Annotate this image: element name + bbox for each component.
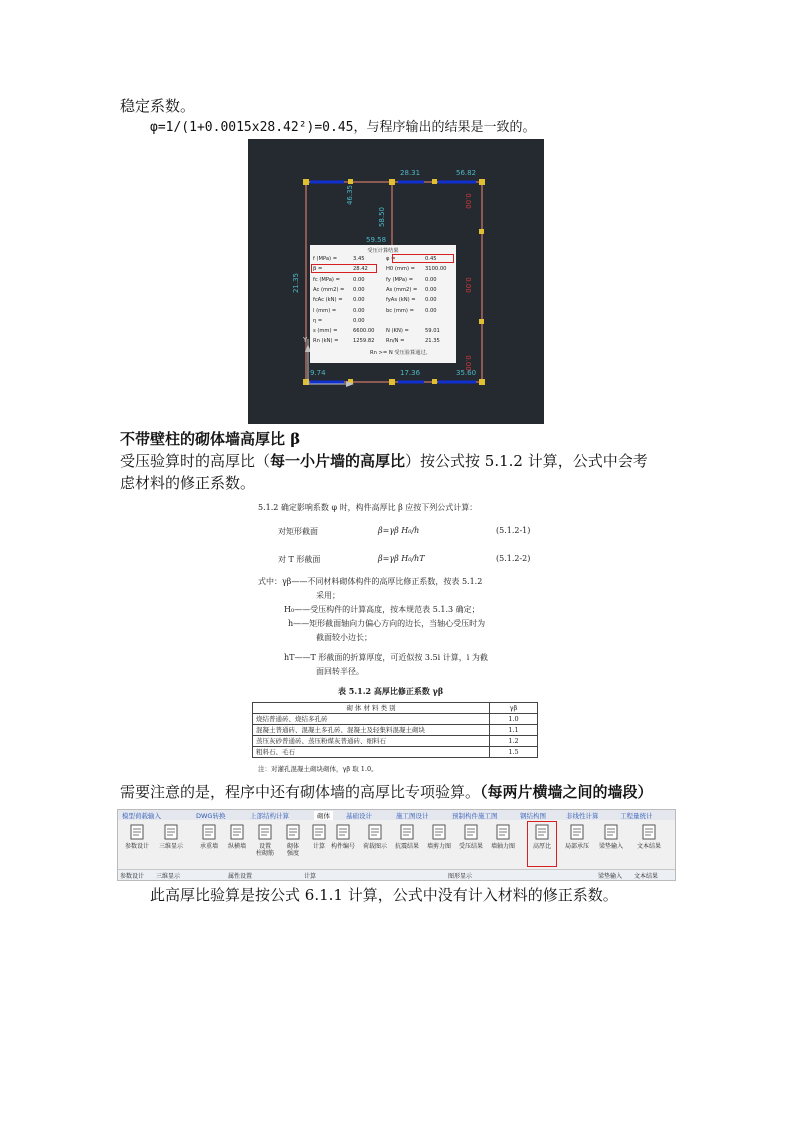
popup-value: 0.00: [353, 297, 365, 304]
ribbon-button-icon: [367, 824, 383, 840]
ribbon-button-label: 荷载图示: [362, 843, 387, 850]
table-note: 注：对灌孔混凝土砌块砌体，γβ 取 1.0。: [258, 765, 378, 773]
popup-value: 28.42: [353, 266, 368, 273]
ribbon-button[interactable]: [390, 822, 424, 866]
material-cell: 粗料石、毛石: [253, 747, 490, 758]
ribbon-button-label: 设置 柱砌筋: [255, 843, 274, 857]
axis-y-label: Y: [303, 336, 308, 344]
popup-value: 0.00: [425, 286, 437, 293]
ribbon-button-icon: [311, 824, 327, 840]
correction-table: [252, 702, 538, 758]
ribbon-button-icon: [229, 824, 245, 840]
popup-row: [313, 317, 455, 325]
popup-row: [313, 327, 455, 335]
code-excerpt-image: [248, 494, 544, 778]
ribbon-button-icon: [335, 824, 351, 840]
formula: β=γβ H₀/h: [378, 526, 420, 535]
definition: 截面较小边长；: [316, 633, 372, 642]
ribbon-groups: [118, 869, 675, 880]
ribbon-button[interactable]: [326, 822, 360, 866]
popup-label: φ =: [386, 256, 396, 262]
text-span-bold: （每两片横墙之间的墙段）: [480, 783, 653, 801]
popup-label: fc (MPa) =: [313, 276, 340, 283]
popup-row: [313, 337, 455, 345]
ribbon-tab[interactable]: 砌体: [314, 811, 333, 820]
popup-value: 59.01: [425, 328, 440, 335]
ribbon-button-icon: [129, 824, 145, 840]
ribbon-button-icon: [463, 824, 479, 840]
definition: H₀——受压构件的计算高度，按本规范表 5.1.3 确定；: [284, 605, 480, 614]
ribbon-tab[interactable]: 基础设计: [346, 812, 372, 820]
ribbon-button-label: 墙轴力图: [490, 843, 515, 850]
ribbon-button-label: 抗震结果: [394, 843, 419, 850]
dim-label: 21.35: [292, 272, 301, 294]
popup-label: f (MPa) =: [313, 256, 338, 262]
ribbon-button-label: 墙剪力图: [426, 843, 451, 850]
popup-row: [313, 296, 455, 304]
ribbon-button-icon: [534, 824, 550, 840]
dim-label: 0.00: [463, 193, 472, 209]
popup-value: 1259.82: [353, 338, 375, 345]
popup-label: fyAs (kN) =: [386, 297, 416, 304]
note-line: [120, 781, 653, 803]
definition: 采用；: [316, 591, 340, 600]
table-row: [253, 736, 538, 747]
ribbon-button-label: 高厚比: [532, 843, 551, 850]
dim-label: 56.82: [456, 169, 477, 177]
ribbon-button-icon: [495, 824, 511, 840]
ribbon-button-icon: [603, 824, 619, 840]
popup-footer: Rn >= N 受压验算通过。: [370, 350, 431, 356]
ribbon-button[interactable]: [154, 822, 188, 866]
popup-row: [313, 307, 455, 315]
popup-label: η =: [313, 317, 323, 324]
table-row: [253, 747, 538, 758]
ribbon-button-icon: [431, 824, 447, 840]
popup-label: fcAc (kN) =: [313, 297, 343, 304]
ribbon-button-label: 纵横墙: [227, 843, 246, 850]
popup-label: H0 (mm) =: [386, 266, 415, 273]
material-cell: 混凝土普通砖、混凝土多孔砖、混凝土及轻集料混凝土砌块: [253, 725, 490, 736]
calc-result-popup: [310, 245, 456, 363]
highlight-phi: [392, 254, 454, 263]
popup-label: s (mm) =: [313, 328, 338, 335]
ribbon-tab[interactable]: 预制构件施工图: [452, 812, 498, 820]
ribbon-tabs: [118, 810, 675, 820]
popup-value: 0.00: [425, 276, 437, 283]
popup-label: N (KN) =: [386, 328, 409, 335]
ribbon-button-label: 计算: [312, 843, 325, 850]
definition: h——矩形截面轴向力偏心方向的边长，当轴心受压时为: [288, 619, 486, 628]
ribbon-button-icon: [201, 824, 217, 840]
ribbon-button-label: 文本结果: [636, 843, 661, 850]
popup-label: β =: [313, 266, 323, 273]
popup-label: Ac (mm2) =: [313, 286, 345, 293]
popup-value: 0.45: [425, 256, 437, 262]
popup-label: Rn/N =: [386, 338, 405, 345]
ribbon-group-label: 梁垫输入: [598, 873, 623, 880]
ribbon-group-label: 计算: [304, 873, 317, 880]
table-title: 表 5.1.2 高厚比修正系数 γβ: [338, 686, 444, 696]
popup-label: bc (mm) =: [386, 307, 414, 314]
ribbon-button[interactable]: [120, 822, 154, 866]
popup-value: 3100.00: [425, 266, 447, 273]
dim-label: 46.35: [346, 184, 355, 206]
ribbon-tab[interactable]: 上部结构计算: [250, 812, 289, 820]
popup-row: [313, 276, 455, 284]
ribbon-button[interactable]: [528, 822, 556, 866]
ribbon-button-icon: [257, 824, 273, 840]
popup-value: 0.00: [353, 276, 365, 283]
factor-cell: 1.2: [490, 736, 538, 747]
table-header: 砌 体 材 料 类 别: [253, 703, 490, 714]
popup-value: 21.35: [425, 338, 440, 345]
dim-label: 28.31: [400, 169, 421, 177]
material-cell: 烧结普通砖、烧结多孔砖: [253, 714, 490, 725]
software-ribbon-screenshot: [117, 809, 676, 881]
ribbon-button-icon: [641, 824, 657, 840]
definition: 面回转半径。: [316, 667, 364, 676]
ribbon-group-label: 三维显示: [156, 873, 181, 880]
cad-result-screenshot: [248, 139, 544, 424]
popup-label: l (mm) =: [313, 307, 337, 314]
dim-label: 0.00: [463, 355, 472, 371]
ribbon-button-icon: [163, 824, 179, 840]
popup-row: [313, 286, 455, 294]
ribbon-tab[interactable]: 工程量统计: [620, 812, 653, 820]
ribbon-button-label: 受压结果: [458, 843, 483, 850]
ribbon-tab[interactable]: 施工图设计: [396, 812, 429, 820]
text-line-stability: 稳定系数。: [120, 97, 196, 115]
ribbon-group-label: 参数设计: [120, 873, 145, 880]
ribbon-button-label: 构件编号: [330, 843, 355, 850]
definition: hT——T 形截面的折算厚度，可近似按 3.5i 计算，i 为截: [284, 653, 488, 662]
final-line: 此高厚比验算是按公式 6.1.1 计算，公式中没有计入材料的修正系数。: [150, 886, 618, 904]
text-span-bold: 每一小片墙的高厚比: [270, 452, 406, 470]
formula-number: (5.1.2-1): [496, 526, 531, 535]
dim-label: 17.36: [400, 369, 421, 377]
ribbon-group-label: 文本结果: [634, 873, 659, 880]
definition: 式中：γβ——不同材料砌体构件的高厚比修正系数，按表 5.1.2: [258, 577, 483, 586]
material-cell: 蒸压灰砂普通砖、蒸压粉煤灰普通砖、细料石: [253, 736, 490, 747]
ribbon-tab[interactable]: DWG转换: [196, 812, 226, 820]
section-heading: 不带壁柱的砌体墙高厚比 β: [120, 430, 301, 448]
text-span: 需要注意的是，程序中还有砌体墙的高厚比专项验算。: [120, 783, 481, 801]
ribbon-tab[interactable]: 非线性计算: [566, 812, 599, 820]
formula-label: 对 T 形截面: [278, 555, 321, 564]
ribbon-tab[interactable]: 模型荷载输入: [122, 812, 161, 820]
factor-cell: 1.0: [490, 714, 538, 725]
ribbon-button-label: 承重墙: [199, 843, 218, 850]
ribbon-button[interactable]: [358, 822, 392, 866]
table-row: [253, 714, 538, 725]
dim-label: 9.74: [310, 369, 326, 377]
ribbon-tab[interactable]: 钢结构图: [520, 812, 546, 820]
ribbon-button[interactable]: [632, 822, 666, 866]
ribbon-button[interactable]: [486, 822, 520, 866]
popup-value: 0.00: [353, 307, 365, 314]
text-span: ）按公式按 5.1.2 计算，公式中会考: [405, 452, 648, 470]
formula: β=γβ H₀/hT: [378, 554, 425, 563]
highlight-beta: [311, 264, 377, 273]
text-span: 受压验算时的高厚比（: [120, 452, 271, 470]
popup-value: 0.00: [353, 286, 365, 293]
popup-value: 0.00: [425, 297, 437, 304]
ribbon-button-icon: [569, 824, 585, 840]
popup-value: 6600.00: [353, 328, 375, 335]
ribbon-button-label: 三维显示: [158, 843, 183, 850]
factor-cell: 1.1: [490, 725, 538, 736]
popup-label: fy (MPa) =: [386, 276, 414, 283]
factor-cell: 1.5: [490, 747, 538, 758]
popup-value: 3.45: [353, 256, 365, 262]
ribbon-button[interactable]: [594, 822, 628, 866]
dim-label: 0.00: [463, 277, 472, 293]
dim-label: 58.50: [378, 206, 387, 228]
popup-title: 受压计算结果: [367, 248, 399, 254]
popup-label: As (mm2) =: [386, 286, 418, 293]
ribbon-group-label: 图形显示: [448, 873, 473, 880]
ribbon-group-label: 属性设置: [228, 873, 253, 880]
ribbon-button-icon: [399, 824, 415, 840]
ribbon-button[interactable]: [422, 822, 456, 866]
ribbon-button-label: 梁垫输入: [598, 843, 623, 850]
ribbon-button-icon: [285, 824, 301, 840]
ribbon-button-label: 局部承压: [564, 843, 589, 850]
paragraph-line: [120, 450, 648, 472]
clause-text: 5.1.2 确定影响系数 φ 时，构件高厚比 β 应按下列公式计算：: [258, 503, 478, 512]
formula-label: 对矩形截面: [278, 527, 318, 536]
popup-value: 0.00: [353, 317, 365, 324]
table-row: [253, 725, 538, 736]
formula-phi: φ=1/(1+0.0015x28.42²)=0.45，与程序输出的结果是一致的。: [150, 120, 536, 135]
dim-label: 59.58: [366, 236, 387, 244]
formula-number: (5.1.2-2): [496, 554, 531, 563]
table-header: γβ: [490, 703, 538, 714]
popup-value: 0.00: [425, 307, 437, 314]
ribbon-button[interactable]: [454, 822, 488, 866]
ribbon-button-label: 参数设计: [124, 843, 149, 850]
dim-label: 35.60: [456, 369, 477, 377]
ribbon-button[interactable]: [560, 822, 594, 866]
paragraph-line: 虑材料的修正系数。: [120, 474, 256, 492]
ribbon-button-label: 砌体 强度: [286, 843, 299, 857]
popup-label: Rn (kN) =: [313, 338, 339, 345]
